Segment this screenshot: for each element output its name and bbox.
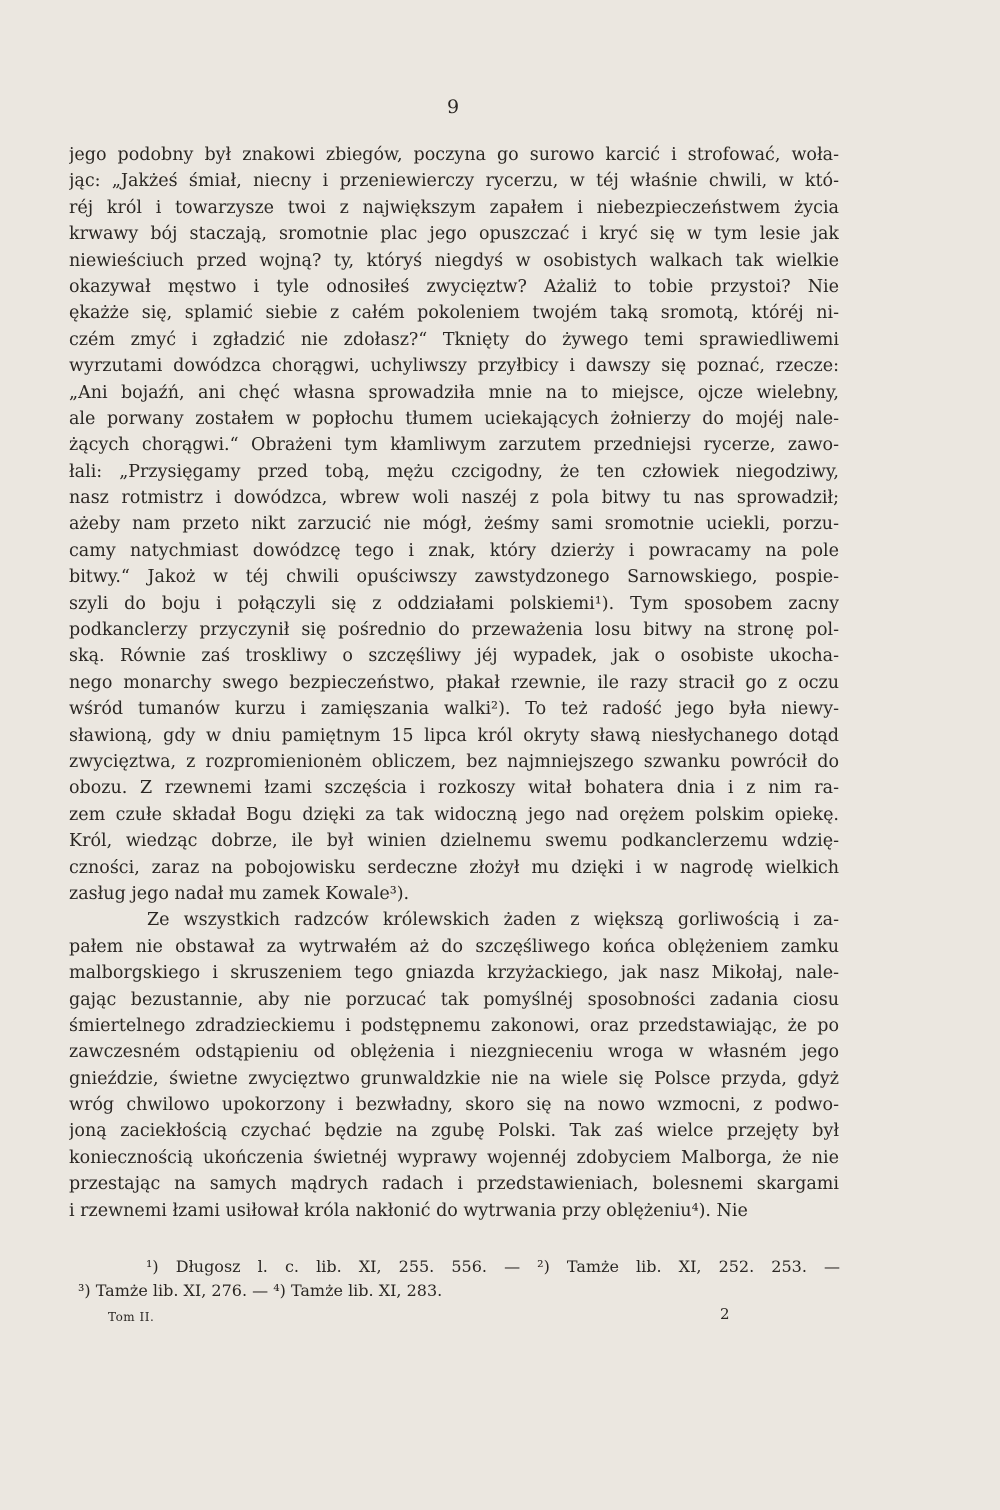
text-line: zawczesném odstąpieniu od oblężenia i niezgnieceniu wroga w własném jego xyxy=(69,1042,839,1063)
footnote-line-2: ³) Tamże lib. XI, 276. — ⁴) Tamże lib. XI, 283. xyxy=(78,1281,443,1300)
text-line: zasług jego nadał mu zamek Kowale³). xyxy=(69,883,410,904)
text-line: żących chorągwi.“ Obrażeni tym kłamliwym zarzutem przedniejsi rycerze, zawo- xyxy=(69,435,839,456)
text-line: podkanclerzy przyczynił się pośrednio do przeważenia losu bitwy na stronę pol- xyxy=(69,620,839,641)
text-line: camy natychmiast dowódzcę tego i znak, który dzierży i powracamy na pole xyxy=(69,540,839,561)
text-line: réj król i towarzysze twoi z największym zapałem i niebezpieczeństwem życia xyxy=(69,197,839,218)
text-line: „Ani bojaźń, ani chęć własna sprowadziła mnie na to miejsce, ojcze wielebny, xyxy=(69,382,839,403)
text-line: bitwy.“ Jakoż w téj chwili opuściwszy zawstydzonego Sarnowskiego, pospie- xyxy=(69,567,839,588)
text-line: śmiertelnego zdradzieckiemu i podstępnemu zakonowi, oraz przedstawiając, że po xyxy=(69,1015,839,1036)
text-line: gnieździe, świetne zwycięztwo grunwaldzkie nie na wiele się Polsce przyda, gdyż xyxy=(69,1068,839,1089)
text-line: pałem nie obstawał za wytrwałém aż do szczęśliwego końca oblężeniem zamku xyxy=(69,936,839,957)
text-line: obozu. Z rzewnemi łzami szczęścia i rozkoszy witał bohatera dnia i z nim ra- xyxy=(69,778,839,799)
page-number: 9 xyxy=(446,96,460,118)
text-line: zem czułe składał Bogu dzięki za tak widoczną jego nad orężem polskim opiekę. xyxy=(69,804,839,825)
text-line: nego monarchy swego bezpieczeństwo, płakał rzewnie, ile razy stracił go z oczu xyxy=(69,672,839,693)
sheet-signature: 2 xyxy=(720,1305,730,1323)
text-line: koniecznością ukończenia świetnéj wyprawy wojennéj zdobyciem Malborga, że nie xyxy=(69,1147,839,1168)
text-line: ską. Równie zaś troskliwy o szczęśliwy jéj wypadek, jak o osobiste ukocha- xyxy=(69,646,839,667)
text-line: zwycięztwa, z rozpromienionėm obliczem, bez najmniejszego szwanku powrócił do xyxy=(69,751,839,772)
text-line: łali: „Przysięgamy przed tobą, mężu czcigodny, że ten człowiek niegodziwy, xyxy=(69,461,839,482)
text-line: jego podobny był znakowi zbiegów, poczyna go surowo karcić i strofować, woła- xyxy=(69,145,839,165)
text-line: malborgskiego i skruszeniem tego gniazda krzyżackiego, jak nasz Mikołaj, nale- xyxy=(69,963,839,984)
text-line: jąc: „Jakżeś śmiał, niecny i przeniewierczy rycerzu, w téj właśnie chwili, w któ- xyxy=(69,171,839,192)
text-line: i rzewnemi łzami usiłował króla nakłonić do wytrwania przy oblężeniu⁴). Nie xyxy=(69,1200,748,1221)
text-line: wróg chwilowo upokorzony i bezwładny, skoro się na nowo wzmocni, z podwo- xyxy=(69,1095,839,1116)
text-line: wyrzutami dowódzca chorągwi, uchyliwszy przyłbicy i dawszy się poznać, rzecze: xyxy=(69,356,839,377)
text-line: Król, wiedząc dobrze, ile był winien dzielnemu swemu podkanclerzemu wdzię- xyxy=(69,831,839,852)
text-line: czém zmyć i zgładzić nie zdołasz?“ Tknięty do żywego temi sprawiedliwemi xyxy=(69,329,839,350)
text-line: przestając na samych mądrych radach i przedstawieniach, bolesnemi skargami xyxy=(69,1174,839,1195)
body-text xyxy=(69,142,839,1224)
text-line: ażeby nam przeto nikt zarzucić nie mógł, żeśmy sami sromotnie uciekli, porzu- xyxy=(69,514,839,535)
text-line: nasz rotmistrz i dowódzca, wbrew woli naszéj z pola bitwy tu nas sprowadził; xyxy=(69,488,839,509)
text-line: wśród tumanów kurzu i zamięszania walki²). To też radość jego była niewy- xyxy=(69,699,839,720)
text-line: niewieściuch przed wojną? ty, któryś niegdyś w osobistych walkach tak wielkie xyxy=(69,250,839,271)
text-line: ękażże się, splamić siebie z całém pokoleniem twojém taką sromotą, któréj ni- xyxy=(69,303,839,324)
text-line: sławioną, gdy w dniu pamiętnym 15 lipca król okryty sławą niesłychanego dotąd xyxy=(69,725,839,746)
text-line: Ze wszystkich radzców królewskich żaden z większą gorliwością i za- xyxy=(147,910,839,931)
volume-signature: Tom II. xyxy=(108,1310,155,1324)
text-line: czności, zaraz na pobojowisku serdeczne złożył mu dzięki i w nagrodę wielkich xyxy=(69,857,839,878)
text-line: szyli do boju i połączyli się z oddziałami polskiemi¹). Tym sposobem zacny xyxy=(69,593,839,614)
text-line: ale porwany zostałem w popłochu tłumem uciekających żołnierzy do mojéj nale- xyxy=(69,408,839,429)
text-line: joną zaciekłością czychać będzie na zgubę Polski. Tak zaś wielce przejęty był xyxy=(69,1121,839,1142)
footnote-line-1: ¹) Długosz l. c. lib. XI, 255. 556. — ²) Tamże lib. XI, 252. 253. — xyxy=(146,1257,840,1276)
footnotes xyxy=(78,1255,840,1303)
text-line: gając bezustannie, aby nie porzucać tak pomyślnéj sposobności zadania ciosu xyxy=(69,989,839,1010)
text-line: okazywał męstwo i tyle odnosiłeś zwycięztw? Ażaliż to tobie przystoi? Nie xyxy=(69,276,839,297)
text-line: krwawy bój staczają, sromotnie plac jego opuszczać i kryć się w tym lesie jak xyxy=(69,224,839,245)
